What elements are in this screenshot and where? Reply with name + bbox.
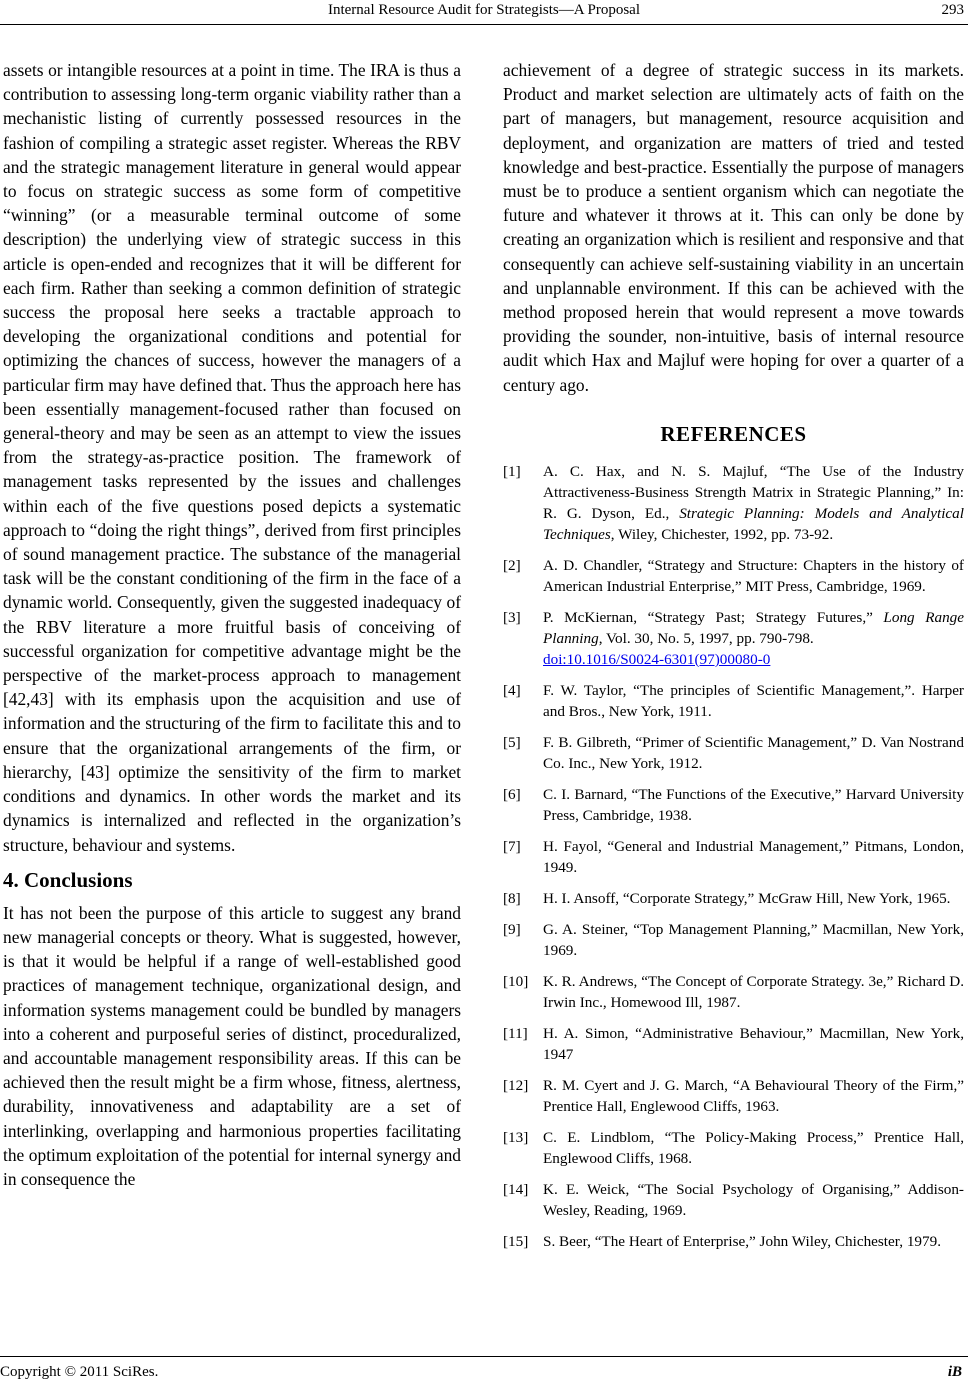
reference-text: C. I. Barnard, “The Functions of the Executive,” Harvard University Press, Cambridge, 1938. [543,785,964,824]
reference-item [503,888,964,909]
left-column [3,58,461,1191]
footer-rule [0,1356,968,1357]
reference-text: H. I. Ansoff, “Corporate Strategy,” McGraw Hill, New York, 1965. [543,889,951,907]
right-column [503,58,964,1262]
reference-number: [13] [503,1128,529,1146]
reference-item [503,461,964,545]
reference-number: [2] [503,556,521,574]
reference-item [503,836,964,878]
body-paragraph: achievement of a degree of strategic success in its markets. Product and market selection are ultimately acts of faith on the part of managers, but management, resource acquisition and deployment, and organization are matters of tried and tested knowledge and best-practice. Essentially the purpose of managers must be to produce a sentient organism which can negotiate the future and whatever it throws at it. This can only be done by creating an organization which is resilient and responsive and that consequently can achieve self-sustaining viability in an uncertain and unplannable environment. If this can be achieved with the method proposed herein that would represent a move towards providing the sounder, non-intuitive, basis of internal resource audit which Hax and Majluf were hoping for over a quarter of a century ago. [503,60,964,395]
references-heading: REFERENCES [660,421,807,446]
reference-number: [9] [503,920,521,938]
reference-text: G. A. Steiner, “Top Management Planning,” Macmillan, New York, 1969. [543,920,964,959]
journal-abbrev: iB [947,1364,962,1380]
reference-list [503,461,964,1252]
reference-number: [6] [503,785,521,803]
reference-text: R. M. Cyert and J. G. March, “A Behavioural Theory of the Firm,” Prentice Hall, Englewood Cliffs, 1963. [543,1076,964,1115]
reference-number: [12] [503,1076,529,1094]
section-heading: 4. Conclusions [3,867,133,892]
reference-item [503,1075,964,1117]
reference-number: [5] [503,733,521,751]
running-header [0,0,968,22]
doi-link[interactable]: doi:10.1016/S0024-6301(97)00080-0 [543,650,771,668]
reference-text: H. A. Simon, “Administrative Behaviour,” Macmillan, New York, 1947 [543,1024,964,1063]
reference-number: [10] [503,972,529,990]
reference-number: [11] [503,1024,528,1042]
reference-number: [14] [503,1180,529,1198]
body-paragraph: assets or intangible resources at a point in time. The IRA is thus a contribution to assessing long-term organic viability rather than a mechanistic listing of currently possessed resources in the fashion of compiling a strategic asset register. Whereas the RBV and the strategic management literature in general would appear to focus on strategic success as some form of competitive “winning” (or a measurable terminal outcome of some description) the underlying view of strategic success in this article is open-ended and recognizes that it will be different for each firm. Rather than seeking a common definition of strategic success the proposal here seeks a tractable approach to developing the organizational conditions and potential for optimizing the chances of success, however the managers of a particular firm may have defined that. Thus the approach here has been essentially management-focused rather than focused on general-theory and may be seen as an attempt to view the issues from the strategy-as-practice position. The framework of management tasks represented by the issues and challenges within each of the five questions posed depicts a systematic approach to “doing the right things”, derived from first principles of sound management practice. The substance of the managerial task will be the constant conditioning of the firm in the face of a dynamic world. Consequently, given the suggested inadequacy of the RBV literature a more fruitful basis of conceiving of successful organization for competitive advantage might be the perspective of the market-process approach to management [42,43] with its emphasis upon the acquisition and use of information and the structuring of the firm to facilitate this and to ensure that the organizational arrangements of the firm, or hierarchy, [43] optimize the sensitivity of the firm to market conditions and dynamics. In other words the market and its dynamics is internalized and reflected in the organization’s structure, behaviour and systems. [3,60,461,855]
reference-text: A. C. Hax, and N. S. Majluf, “The Use of the Industry Attractiveness-Business Strength Matrix in Strategic Planning,” In: R. G. Dyson, Ed., Strategic Planning: Models and Analytical Techniques, Wiley, Chichester, 1992, pp. 73-92. [543,462,964,543]
reference-text: F. B. Gilbreth, “Primer of Scientific Management,” D. Van Nostrand Co. Inc., New York, 1912. [543,733,964,772]
reference-text: K. R. Andrews, “The Concept of Corporate Strategy. 3e,” Richard D. Irwin Inc., Homewood Ill, 1987. [543,972,964,1011]
reference-item [503,732,964,774]
reference-item [503,607,964,670]
reference-item [503,784,964,826]
reference-text: P. McKiernan, “Strategy Past; Strategy Futures,” Long Range Planning, Vol. 30, No. 5, 1997, pp. 790-798. doi:10.1016/S0024-6301(97)00080-0 [543,608,964,668]
page-number: 293 [941,2,964,18]
reference-text: K. E. Weick, “The Social Psychology of Organising,” Addison-Wesley, Reading, 1969. [543,1180,964,1219]
reference-text: H. Fayol, “General and Industrial Management,” Pitmans, London, 1949. [543,837,964,876]
reference-item [503,971,964,1013]
reference-number: [1] [503,462,521,480]
reference-item [503,1023,964,1065]
running-title: Internal Resource Audit for Strategists—A Proposal [327,2,641,18]
reference-number: [4] [503,681,521,699]
reference-item [503,680,964,722]
reference-text: S. Beer, “The Heart of Enterprise,” John Wiley, Chichester, 1979. [543,1232,941,1250]
body-paragraph: It has not been the purpose of this article to suggest any brand new managerial concepts or theory. What is suggested, however, is that it would be helpful if a range of well-established good practices of management technique, organizational design, and information systems management could be bundled by managers into a coherent and purposeful series of distinct, proceduralized, and accountable management responsibility areas. If this can be achieved then the result might be a firm whose, fitness, alertness, durability, innovativeness and adaptability are a set of interlinking, overlapping and harmonious properties facilitating the optimum exploitation of the potential for internal synergy and in consequence the [3,902,461,1189]
reference-text: C. E. Lindblom, “The Policy-Making Process,” Prentice Hall, Englewood Cliffs, 1968. [543,1128,964,1167]
reference-number: [7] [503,837,521,855]
reference-item [503,1231,964,1252]
reference-number: [15] [503,1232,529,1250]
reference-item [503,919,964,961]
reference-number: [3] [503,608,521,626]
reference-item [503,555,964,597]
reference-item [503,1127,964,1169]
reference-text: A. D. Chandler, “Strategy and Structure: Chapters in the history of American Industrial Enterprise,” MIT Press, Cambridge, 1969. [543,556,964,595]
reference-item [503,1179,964,1221]
reference-text: F. W. Taylor, “The principles of Scientific Management,”. Harper and Bros., New York, 1911. [543,681,964,720]
copyright-notice: Copyright © 2011 SciRes. [0,1364,159,1380]
reference-number: [8] [503,889,521,907]
header-rule [0,24,968,25]
